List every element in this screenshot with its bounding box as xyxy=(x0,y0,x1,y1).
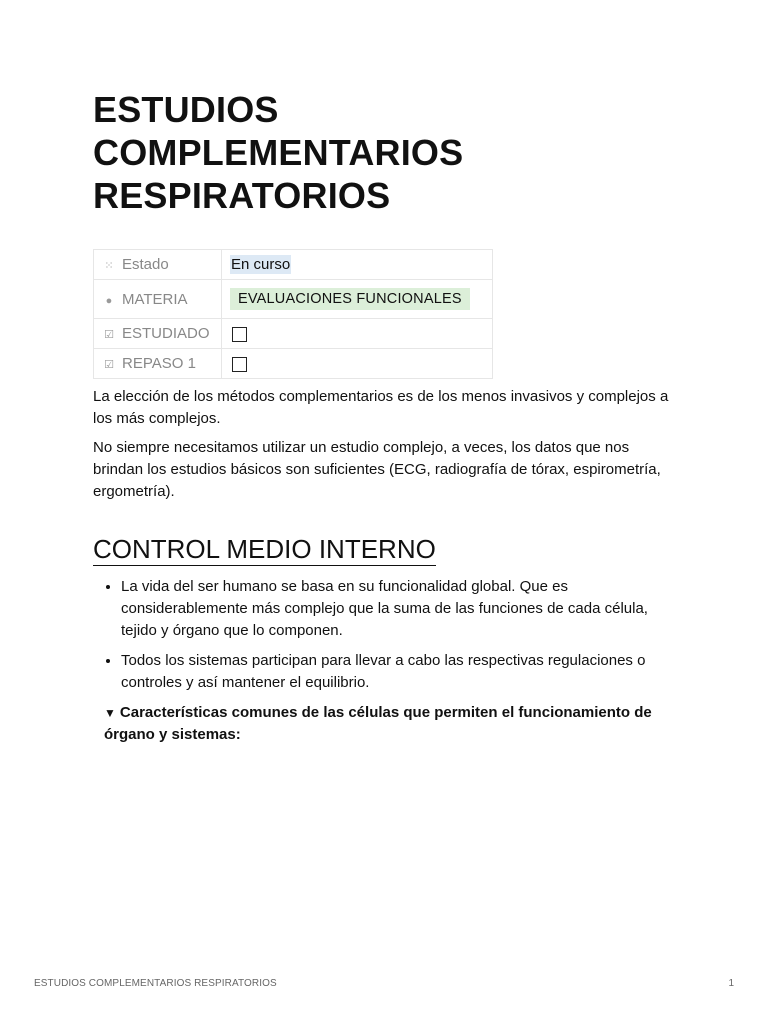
property-value[interactable] xyxy=(222,280,493,319)
page-title xyxy=(93,88,673,217)
page-number: 1 xyxy=(728,978,734,989)
subject-tag[interactable]: EVALUACIONES FUNCIONALES xyxy=(230,288,470,310)
title-line: RESPIRATORIOS xyxy=(93,175,391,216)
property-row-estudiado xyxy=(94,319,493,349)
property-row-materia xyxy=(94,280,493,319)
property-value xyxy=(222,349,493,379)
title-line: ESTUDIOS xyxy=(93,89,279,130)
property-row-estado xyxy=(94,250,493,280)
status-badge[interactable]: En curso xyxy=(231,256,291,273)
checkbox-icon: ☑ xyxy=(104,359,114,371)
list-item: • Todos los sistemas participan para llevar a cabo las respectivas regulaciones o controles y así mantener el equilibrio. xyxy=(121,650,673,694)
property-row-repaso xyxy=(94,349,493,379)
toggle-text: Características comunes de las células que permiten el funcionamiento de órgano y sistemas: xyxy=(104,704,652,743)
bullet-list xyxy=(93,576,673,694)
property-key: ⁙ Estado xyxy=(94,250,222,280)
loading-icon: ⁙ xyxy=(104,260,114,272)
paragraph: La elección de los métodos complementarios es de los menos invasivos y complejos a los más complejos. xyxy=(93,388,669,427)
properties-table xyxy=(93,249,493,379)
footer-title: ESTUDIOS COMPLEMENTARIOS RESPIRATORIOS xyxy=(34,978,277,989)
property-key: ● MATERIA xyxy=(94,280,222,319)
property-value xyxy=(222,319,493,349)
property-key: ☑ ESTUDIADO xyxy=(94,319,222,349)
title-line: COMPLEMENTARIOS xyxy=(93,132,464,173)
checkbox-icon: ☑ xyxy=(104,329,114,341)
property-value[interactable] xyxy=(222,250,493,280)
section-heading: CONTROL MEDIO INTERNO xyxy=(93,534,436,564)
paragraph: No siempre necesitamos utilizar un estudio complejo, a veces, los datos que nos brindan los estudios básicos son suficientes (ECG, radiografía de tórax, espirometría, ergometría). xyxy=(93,439,661,500)
toggle-block[interactable] xyxy=(93,702,673,746)
estudiado-checkbox[interactable] xyxy=(232,327,247,342)
document-page xyxy=(93,88,673,746)
repaso-checkbox[interactable] xyxy=(232,357,247,372)
alien-icon: ● xyxy=(105,294,113,307)
toggle-triangle-icon[interactable]: ▼ xyxy=(104,706,116,720)
property-key: ☑ REPASO 1 xyxy=(94,349,222,379)
list-item: • La vida del ser humano se basa en su funcionalidad global. Que es considerablemente más complejo que la suma de las funciones de cada célula, tejido y órgano que lo componen. xyxy=(121,576,673,642)
